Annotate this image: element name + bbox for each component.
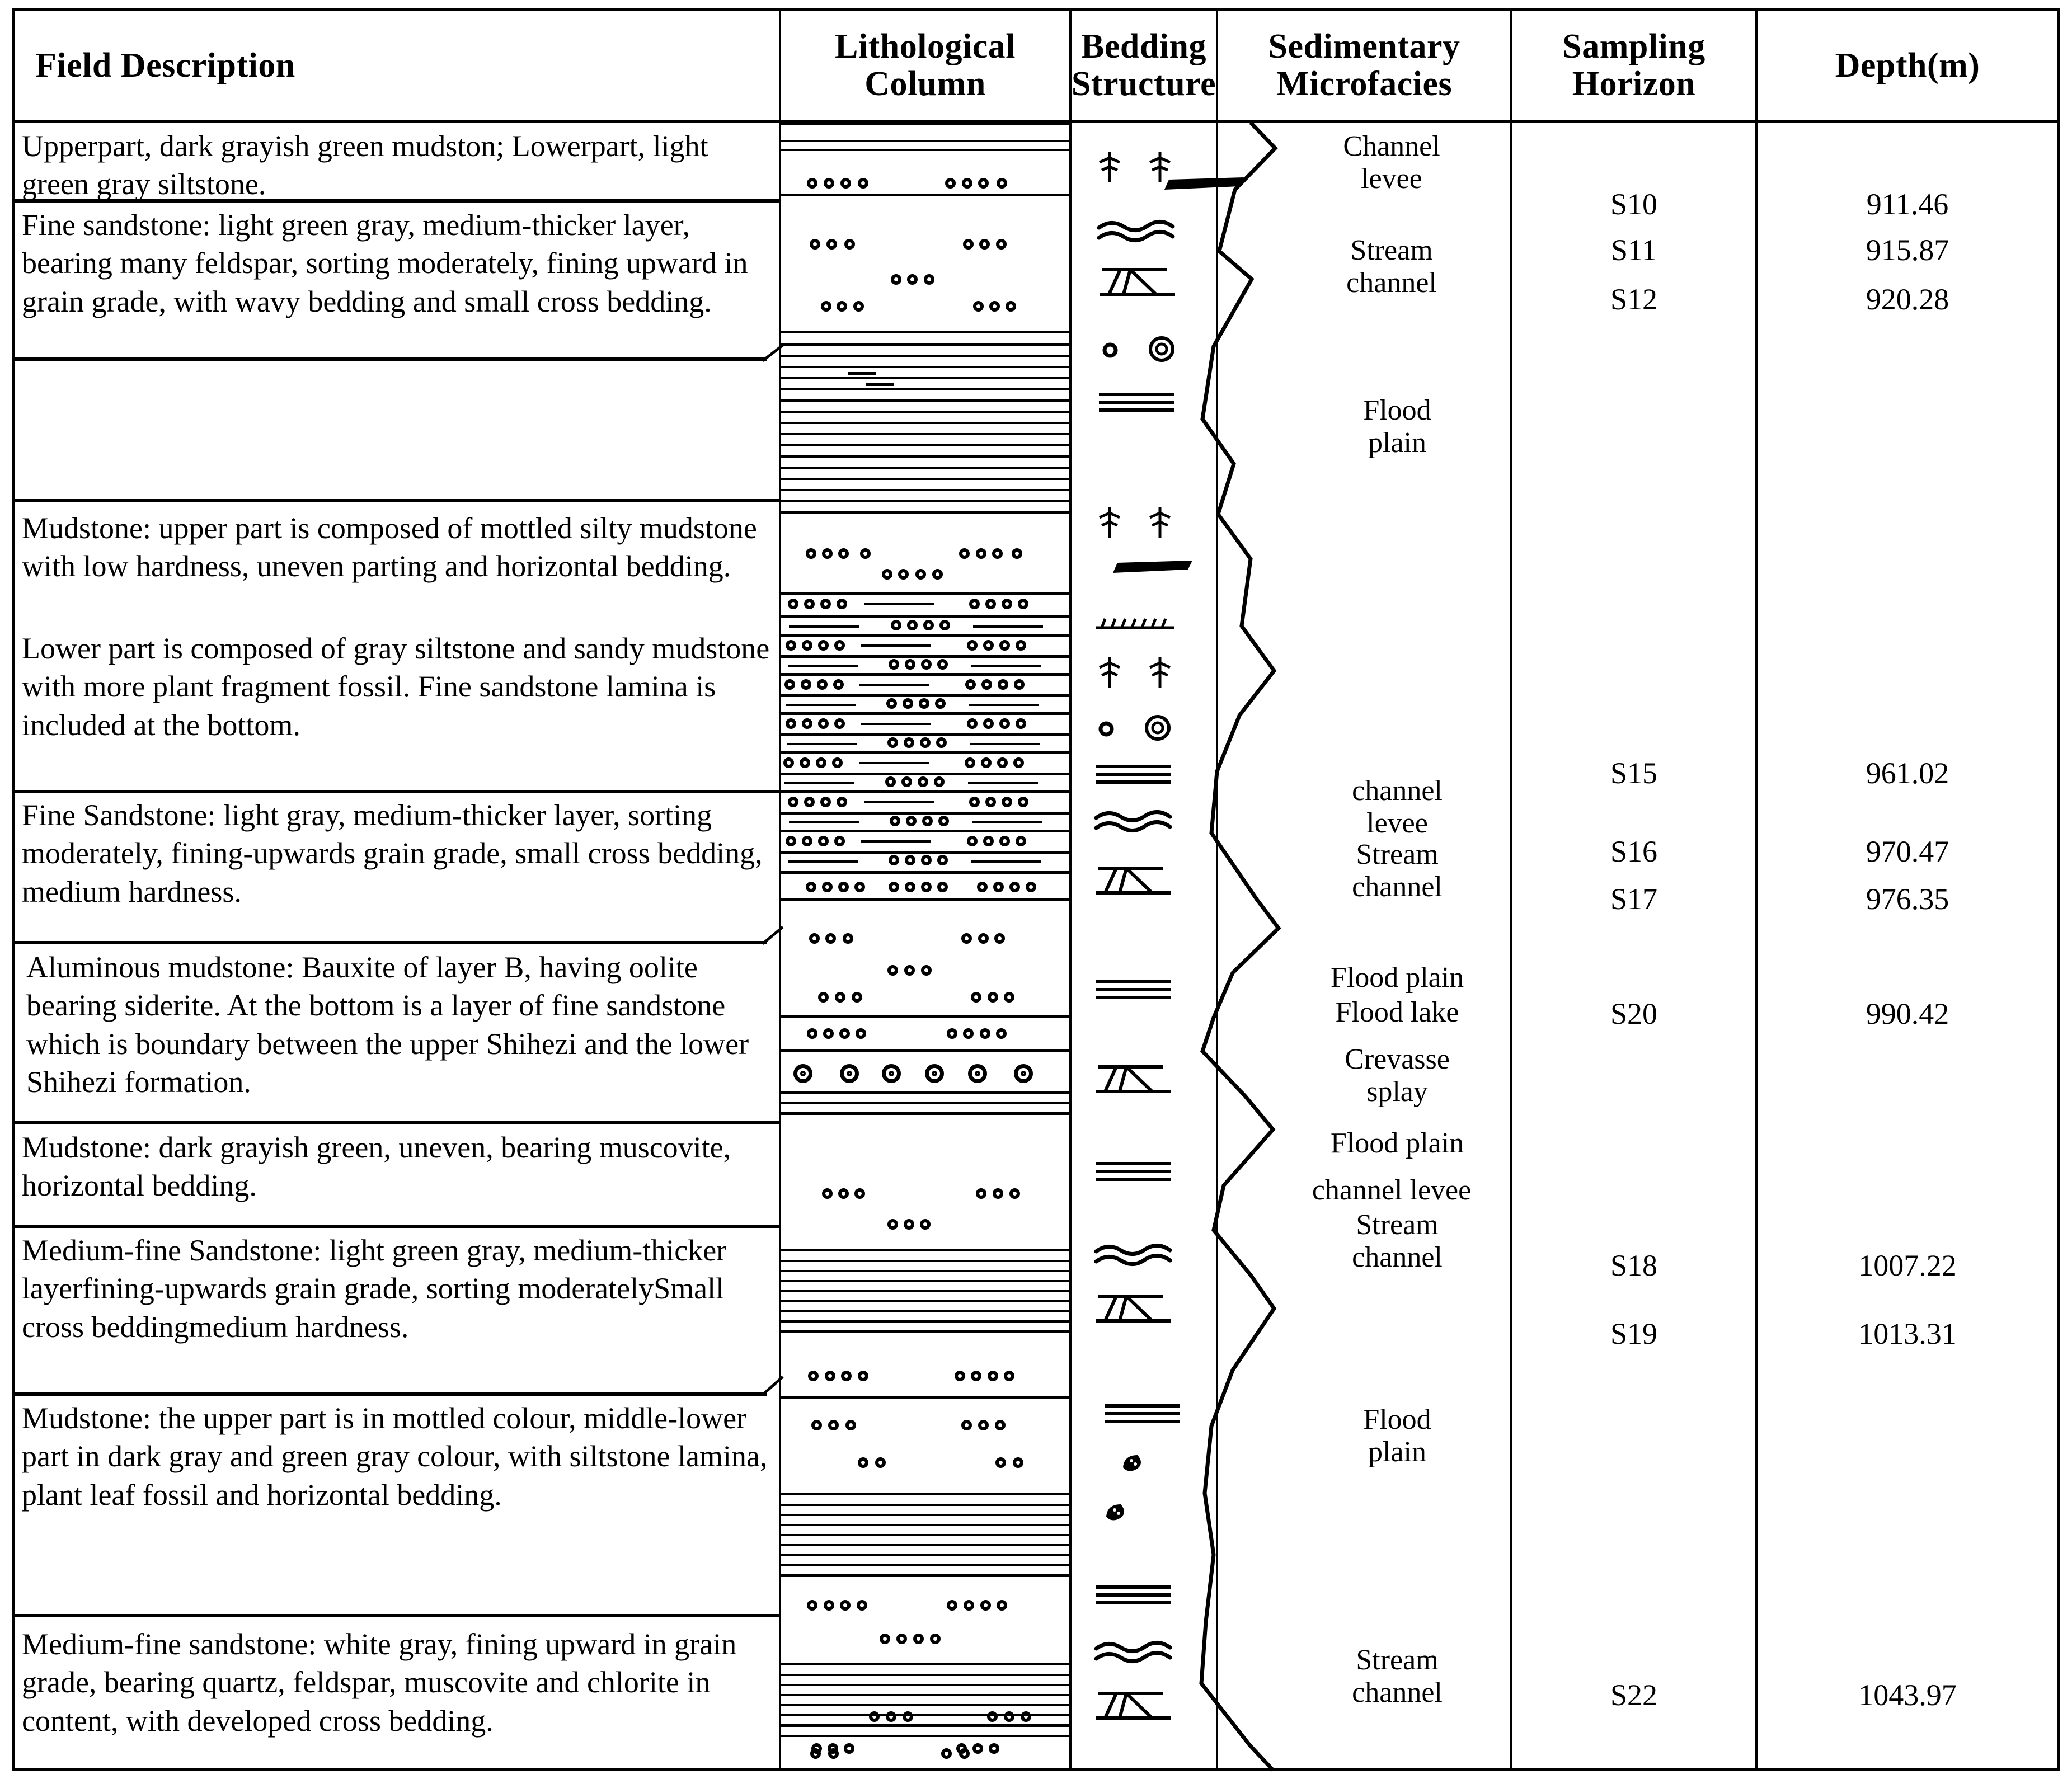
depth-4: 961.02 (1866, 756, 1949, 790)
header-sedimentary-microfacies (1218, 11, 1510, 120)
table-header (15, 11, 2057, 120)
header-bedding-structure (1072, 11, 1216, 120)
microfacies-label-3: Flood plain (1363, 394, 1431, 459)
microfacies-label-12: Flood plain (1363, 1404, 1431, 1469)
table-frame (12, 8, 2060, 1771)
microfacies-label-9: Flood plain (1330, 1127, 1464, 1159)
depth-7: 990.42 (1866, 997, 1949, 1030)
microfacies-label-6: Flood plain (1330, 962, 1464, 994)
desc-row-4: Lower part is composed of gray siltstone and sandy mudstone with more plant fragment fossil. Fine sandstone lamina is included at the bottom. (22, 632, 770, 742)
microfacies-label-2: Stream channel (1346, 234, 1437, 299)
desc-row-6: Aluminous mudstone: Bauxite of layer B, having oolite bearing siderite. At the bottom is a layer of fine sandstone which is boundary between the upper Shihezi and the lower Shihezi formation. (26, 950, 749, 1099)
grain-size-curve (1179, 123, 1515, 1773)
sampling-horizon-9: S19 (1610, 1317, 1658, 1350)
lithological-column-bottom (781, 1711, 1069, 1773)
header-sampling-horizon (1512, 11, 1755, 120)
desc-sep-2 (15, 357, 767, 361)
depth-9: 1013.31 (1858, 1317, 1957, 1350)
desc-sep-6 (15, 1121, 779, 1124)
desc-sep-3 (15, 499, 779, 502)
desc-row-2: Fine sandstone: light green gray, medium-thicker layer, bearing many feldspar, sorting moderately, fining upward in grain grade, with wavy bedding and small cross bedding. (22, 208, 748, 318)
sampling-horizon-8: S18 (1610, 1249, 1658, 1282)
depth-3: 920.28 (1866, 283, 1949, 316)
desc-row-7: Mudstone: dark grayish green, uneven, bearing muscovite, horizontal bedding. (22, 1131, 731, 1203)
header-bedding-line1: Bedding (1080, 27, 1207, 66)
header-lithological-column (781, 11, 1069, 120)
microfacies-label-7: Flood lake (1335, 996, 1459, 1028)
lithological-column-graphic (781, 123, 1069, 1771)
depth-2: 915.87 (1866, 233, 1949, 267)
microfacies-label-5: Stream channel (1352, 839, 1443, 903)
desc-row-1: Upperpart, dark grayish green mudston; Lowerpart, light green gray siltstone. (22, 129, 708, 201)
desc-sep-9 (15, 1614, 779, 1617)
desc-sep-5 (15, 941, 767, 944)
col-rule-bedding (1069, 11, 1072, 1768)
sampling-horizon-4: S15 (1610, 756, 1658, 790)
depth-5: 970.47 (1866, 835, 1949, 868)
depth-1: 911.46 (1866, 187, 1949, 221)
sampling-horizon-3: S12 (1610, 283, 1658, 316)
header-field-description: Field Description (35, 46, 295, 84)
header-sampling-line1: Sampling (1562, 27, 1705, 66)
sampling-horizon-5: S16 (1610, 835, 1658, 868)
header-bedding-line2: Structure (1071, 65, 1216, 103)
desc-row-9: Mudstone: the upper part is in mottled colour, middle-lower part in dark gray and green gray colour, with siltstone lamina, plant leaf fossil and horizontal bedding. (22, 1401, 768, 1512)
microfacies-label-8: Crevasse splay (1345, 1043, 1450, 1108)
header-microfacies-line1: Sedimentary (1268, 27, 1460, 66)
microfacies-label-4: channel levee (1352, 775, 1443, 840)
header-depth: Depth(m) (1835, 46, 1980, 84)
sampling-horizon-10: S22 (1610, 1678, 1658, 1712)
sampling-horizon-7: S20 (1610, 997, 1658, 1030)
header-litho-line2: Column (864, 65, 986, 103)
microfacies-label-1: Channel levee (1343, 130, 1440, 195)
microfacies-label-10: channel levee (1312, 1174, 1472, 1206)
desc-row-5: Fine Sandstone: light gray, medium-thicker layer, sorting moderately, fining-upwards grain grade, small cross bedding, medium hardness. (22, 798, 763, 909)
depth-6: 976.35 (1866, 882, 1949, 916)
desc-row-8: Medium-fine Sandstone: light green gray, medium-thicker layerfining-upwards grain grade, sorting moderatelySmall cross beddingmedium hardness. (22, 1234, 727, 1344)
desc-row-10: Medium-fine sandstone: white gray, fining upward in grain grade, bearing quartz, feldspar, muscovite and chlorite in content, with developed cross bedding. (22, 1627, 737, 1738)
header-litho-line1: Lithological (835, 27, 1016, 66)
sampling-horizon-1: S10 (1610, 187, 1658, 221)
microfacies-label-11: Stream channel (1352, 1209, 1443, 1274)
plant-leaf-fossil-icon (1113, 1449, 1152, 1477)
depth-10: 1043.97 (1858, 1678, 1957, 1712)
microfacies-label-13: Stream channel (1352, 1644, 1443, 1709)
sampling-horizon-6: S17 (1610, 882, 1658, 916)
plant-leaf-fossil-icon (1096, 1499, 1135, 1527)
desc-row-3: Mudstone: upper part is composed of mottled silty mudstone with low hardness, uneven parting and horizontal bedding. (22, 511, 757, 583)
sampling-horizon-2: S11 (1610, 233, 1657, 267)
depth-8: 1007.22 (1858, 1249, 1957, 1282)
header-sampling-line2: Horizon (1572, 65, 1696, 103)
header-microfacies-line2: Microfacies (1276, 65, 1453, 103)
